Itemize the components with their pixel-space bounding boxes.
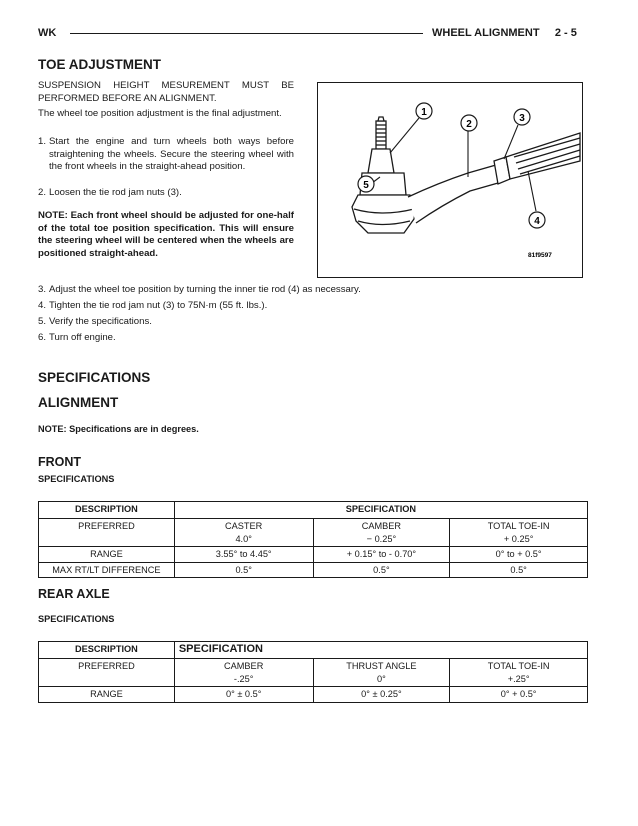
rear-spec-table [38, 641, 588, 703]
table-cell: TOTAL TOE-IN + 0.25° [450, 519, 588, 547]
toe-intro-text: SUSPENSION HEIGHT MESUREMENT MUST BE PERFORMED BEFORE AN ALIGNMENT. [38, 80, 294, 104]
toe-step-2 [38, 187, 294, 200]
tie-rod-illustration [318, 83, 582, 277]
table-row [39, 519, 588, 547]
toe-step-6 [38, 332, 598, 345]
table-row [39, 659, 588, 687]
step-number: 5. [38, 316, 47, 327]
step-text: Start the engine and turn wheels both ways before straightening the wheels. Secure the steering wheel with the front wheels in the straight-ahead position. [49, 136, 294, 172]
table-cell: CASTER 4.0° [174, 519, 313, 547]
svg-text:3: 3 [519, 113, 525, 124]
callout-4 [529, 212, 545, 228]
step-text: Turn off engine. [49, 332, 116, 343]
toe-step-3 [38, 284, 598, 297]
row-label: MAX RT/LT DIFFERENCE [39, 562, 175, 578]
table-row [39, 687, 588, 703]
column-header: DESCRIPTION [39, 502, 175, 519]
table-cell: CAMBER − 0.25° [313, 519, 450, 547]
table-cell: 0° + 0.5° [450, 687, 588, 703]
column-header: SPECIFICATION [174, 502, 587, 519]
table-cell: 0.5° [313, 562, 450, 578]
table-row [39, 547, 588, 563]
table-row [39, 562, 588, 578]
specifications-heading: SPECIFICATIONS [38, 370, 151, 385]
callout-1 [416, 103, 432, 119]
table-cell: 3.55° to 4.45° [174, 547, 313, 563]
svg-text:5: 5 [363, 180, 369, 191]
table-cell: 0.5° [450, 562, 588, 578]
row-label: PREFERRED [39, 659, 175, 687]
degrees-note: NOTE: Specifications are in degrees. [38, 424, 199, 434]
table-header-row [39, 642, 588, 659]
table-cell: 0° to + 0.5° [450, 547, 588, 563]
row-label: RANGE [39, 547, 175, 563]
toe-step-5 [38, 316, 598, 329]
callout-3 [514, 109, 530, 125]
svg-text:4: 4 [534, 216, 540, 227]
table-cell: 0° ± 0.5° [174, 687, 313, 703]
table-cell: 0.5° [174, 562, 313, 578]
table-cell: + 0.15° to - 0.70° [313, 547, 450, 563]
step-text: Loosen the tie rod jam nuts (3). [49, 187, 182, 198]
toe-note: NOTE: Each front wheel should be adjusted for one-half of the total toe position specification. This will ensure the steering wheel will be centered when the wheels are positioned straight-ahead. [38, 210, 294, 259]
svg-text:1: 1 [421, 107, 427, 118]
header-rule [70, 33, 423, 34]
callout-2 [461, 115, 477, 131]
alignment-heading: ALIGNMENT [38, 395, 119, 410]
front-heading: FRONT [38, 455, 82, 469]
toe-step-1 [38, 136, 294, 174]
step-number: 2. [38, 187, 47, 198]
toe-paragraph: The wheel toe position adjustment is the final adjustment. [38, 108, 282, 119]
step-number: 6. [38, 332, 47, 343]
svg-text:2: 2 [466, 119, 472, 130]
row-label: PREFERRED [39, 519, 175, 547]
step-number: 4. [38, 300, 47, 311]
table-cell: THRUST ANGLE 0° [313, 659, 450, 687]
table-cell: 0° ± 0.25° [313, 687, 450, 703]
toe-step-4 [38, 300, 598, 313]
row-label: RANGE [39, 687, 175, 703]
toe-adjustment-heading: TOE ADJUSTMENT [38, 57, 162, 72]
front-specifications-label: SPECIFICATIONS [38, 474, 115, 484]
table-cell: TOTAL TOE-IN +.25° [450, 659, 588, 687]
front-spec-table [38, 501, 588, 578]
rear-axle-heading: REAR AXLE [38, 587, 110, 601]
step-number: 3. [38, 284, 47, 295]
rear-specifications-label: SPECIFICATIONS [38, 614, 115, 624]
step-text: Tighten the tie rod jam nut (3) to 75N·m (55 ft. lbs.). [49, 300, 268, 311]
header-section-code: WK [38, 27, 57, 39]
column-header: SPECIFICATION [174, 642, 587, 659]
table-header-row [39, 502, 588, 519]
table-cell: CAMBER -.25° [174, 659, 313, 687]
step-text: Verify the specifications. [49, 316, 152, 327]
tie-rod-figure [317, 82, 583, 278]
figure-code: 81f9597 [528, 252, 552, 259]
step-number: 1. [38, 136, 47, 147]
header-section-title: WHEEL ALIGNMENT 2 - 5 [432, 27, 577, 39]
callout-5 [358, 176, 374, 192]
column-header: DESCRIPTION [39, 642, 175, 659]
step-text: Adjust the wheel toe position by turning the inner tie rod (4) as necessary. [49, 284, 361, 295]
